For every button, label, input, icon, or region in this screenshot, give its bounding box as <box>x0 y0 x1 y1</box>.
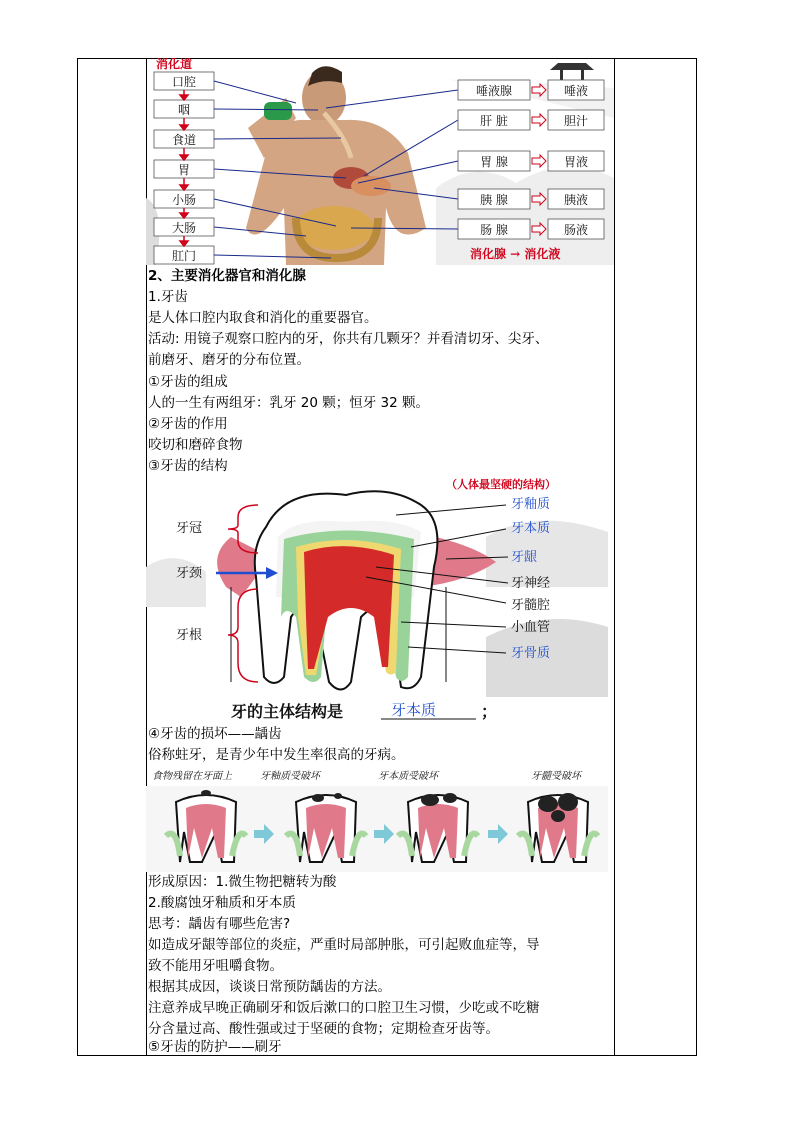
line-activity: 活动: 用镜子观察口腔内的牙，你共有几颗牙？并看清切牙、尖牙、 <box>148 331 549 347</box>
line-think: 思考：龋齿有哪些危害? <box>148 916 291 932</box>
stage-3-tooth <box>398 793 478 862</box>
label-dentin: 牙本质 <box>511 521 551 536</box>
line-activity-cont: 前磨牙、磨牙的分布位置。 <box>148 352 310 368</box>
stage-2-tooth <box>286 793 366 862</box>
human-torso-illustration <box>246 66 426 265</box>
tract-mouth: 口腔 <box>171 75 197 89</box>
hardest-structure-note: （人体最坚硬的结构） <box>446 478 556 491</box>
juice-pancreatic: 胰液 <box>563 193 589 207</box>
gland-juice-footer: 消化腺 → 消化液 <box>470 247 561 261</box>
juice-intestinal: 肠液 <box>563 223 589 237</box>
line-prevention-a-cont: 分含量过高、酸性强或过于坚硬的食物；定期检查牙齿等。 <box>148 1021 499 1037</box>
region-braces <box>228 505 258 682</box>
line-structure-heading: ③牙齿的结构 <box>148 458 228 474</box>
label-pulp-cavity: 牙髓腔 <box>511 598 551 613</box>
tooth-cross-section <box>255 491 438 689</box>
line-teeth-heading: 1.牙齿 <box>148 289 188 305</box>
line-decay-heading: ④牙齿的损坏——龋齿 <box>148 726 282 742</box>
gland-liver: 肝 脏 <box>480 114 508 128</box>
gland-salivary: 唾液腺 <box>475 84 513 98</box>
tract-pharynx: 咽 <box>177 103 191 117</box>
digestive-system-diagram <box>146 58 614 265</box>
line-composition-heading: ①牙齿的组成 <box>148 374 228 390</box>
label-cementum: 牙骨质 <box>511 646 551 661</box>
tract-large-intestine: 大肠 <box>171 221 197 235</box>
label-nerve: 牙神经 <box>511 576 551 591</box>
gland-intestinal: 肠 腺 <box>480 223 508 237</box>
section-title: 2、主要消化器官和消化腺 <box>148 268 306 284</box>
line-teeth-desc: 是人体口腔内取食和消化的重要器官。 <box>148 310 378 326</box>
tooth-caption-prefix: 牙的主体结构是 <box>231 702 344 721</box>
label-root: 牙根 <box>176 628 203 643</box>
line-decay-desc: 俗称蛀牙，是青少年中发生率很高的牙病。 <box>148 747 405 763</box>
tract-stomach: 胃 <box>177 163 191 177</box>
label-neck: 牙颈 <box>176 566 203 581</box>
stage-4-label: 牙髓受破坏 <box>531 771 581 782</box>
line-protection-heading: ⑤牙齿的防护——刷牙 <box>148 1039 282 1055</box>
stage-1-tooth <box>166 790 246 862</box>
tooth-decay-progression <box>146 766 608 872</box>
stage-1-label: 食物残留在牙面上 <box>152 771 232 782</box>
line-cause-2: 2.酸腐蚀牙釉质和牙本质 <box>148 895 296 911</box>
line-function-heading: ②牙齿的作用 <box>148 416 228 432</box>
gland-gastric: 胃 腺 <box>480 155 508 169</box>
line-harm: 如造成牙龈等部位的炎症，严重时局部肿胀，可引起败血症等，导 <box>148 937 540 953</box>
column-divider-right <box>614 59 615 1055</box>
gland-pancreas: 胰 腺 <box>480 193 508 207</box>
tract-small-intestine: 小肠 <box>171 193 197 207</box>
label-gum: 牙龈 <box>511 550 538 565</box>
line-prevention-q: 根据其成因，谈谈日常预防龋齿的方法。 <box>148 979 391 995</box>
tooth-caption-answer: 牙本质 <box>391 701 437 719</box>
digestive-tract-heading: 消化道 <box>156 58 193 71</box>
tract-esophagus: 食道 <box>171 133 197 147</box>
line-cause-1: 形成原因：1.微生物把糖转为酸 <box>148 874 337 890</box>
tooth-caption-suffix: ； <box>481 702 498 721</box>
tract-anus: 肛门 <box>171 249 197 263</box>
line-harm-cont: 致不能用牙咀嚼食物。 <box>148 958 283 974</box>
stage-2-label: 牙釉质受破坏 <box>260 771 320 782</box>
line-composition: 人的一生有两组牙：乳牙 20 颗；恒牙 32 颗。 <box>148 395 430 411</box>
juice-gastric: 胃液 <box>563 155 589 169</box>
juice-saliva: 唾液 <box>563 84 589 98</box>
juice-bile: 胆汁 <box>563 114 589 128</box>
stage-4-tooth <box>518 793 598 862</box>
stage-3-label: 牙本质受破坏 <box>378 771 438 782</box>
tooth-structure-diagram <box>146 477 608 721</box>
line-prevention-a: 注意养成早晚正确刷牙和饭后漱口的口腔卫生习惯，少吃或不吃糖 <box>148 1000 540 1016</box>
label-enamel: 牙釉质 <box>511 497 551 512</box>
line-function: 咬切和磨碎食物 <box>148 437 243 453</box>
label-crown: 牙冠 <box>176 521 203 536</box>
label-blood-vessel: 小血管 <box>511 620 551 635</box>
